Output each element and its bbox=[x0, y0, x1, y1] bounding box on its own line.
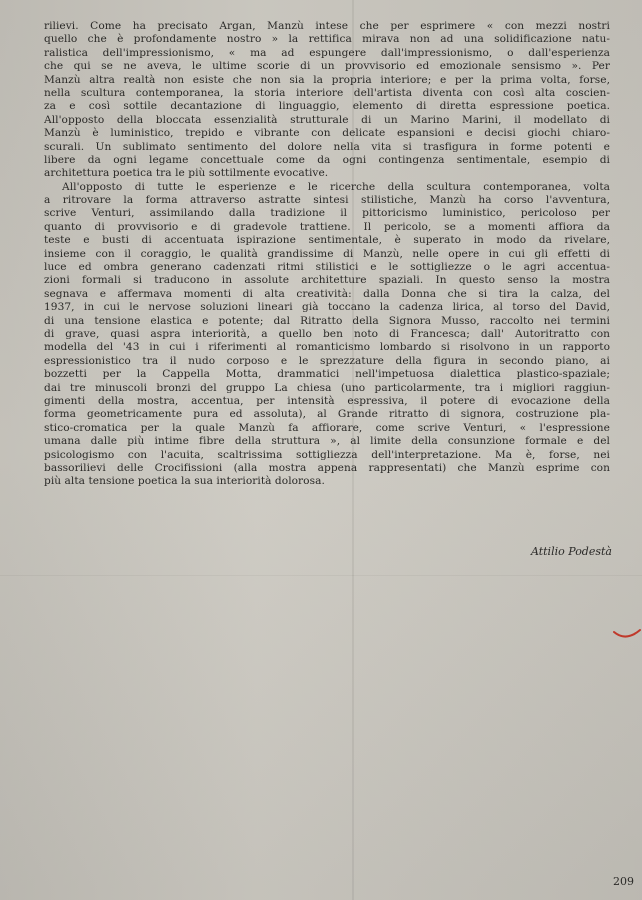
text-line: 1937, in cui le nervose soluzioni lineari già toccano la cadenza lirica, al torso del David, bbox=[44, 301, 610, 314]
text-line: nella scultura contemporanea, la storia interiore dell'artista diventa con così alta coscien- bbox=[44, 86, 610, 99]
text-line: modella del '43 in cui i riferimenti al romanticismo lombardo si risolvono in un rapporto bbox=[44, 341, 610, 354]
text-line: espressionistico tra il nudo corposo e le sprezzature della figura in secondo piano, ai bbox=[44, 354, 610, 367]
author-signature: Attilio Podestà bbox=[530, 545, 612, 558]
text-line: za e così sottile decantazione di linguaggio, elemento di diretta espressione poetica. bbox=[44, 100, 610, 113]
text-line: zioni formali si traducono in assolute architetture spaziali. In questo senso la mostra bbox=[44, 274, 610, 287]
text-line: umana dalle più intime fibre della struttura », al limite della consunzione formale e del bbox=[44, 435, 610, 448]
text-line: di grave, quasi aspra interiorità, a quello ben noto di Francesca; dall' Autoritratto con bbox=[44, 327, 610, 340]
text-line: scurali. Un sublimato sentimento del dolore nella vita si trasfigura in forme potenti e bbox=[44, 140, 610, 153]
text-line: rilievi. Come ha precisato Argan, Manzù intese che per esprimere « con mezzi nostri bbox=[44, 20, 610, 32]
text-line: insieme con il coraggio, le qualità grandissime di Manzù, nelle opere in cui gli effetti di bbox=[44, 247, 610, 260]
text-line: architettura poetica tra le più sottilmente evocative. bbox=[44, 167, 329, 180]
text-line: scrive Venturi, assimilando dalla tradizione il pittoricismo luministico, pericoloso per bbox=[44, 207, 610, 220]
text-line: bassorilievi delle Crocifissioni (alla mostra appena rappresentati) che Manzù esprime con bbox=[44, 461, 610, 474]
text-line: a ritrovare la forma attraverso astratte sintesi stilistiche, Manzù ha corso l'avventura, bbox=[44, 194, 610, 207]
text-line: All'opposto della bloccata essenzialità strutturale di un Marino Marini, il modellato di bbox=[44, 113, 610, 126]
text-line: di una tensione elastica e potente; dal Ritratto della Signora Musso, raccolto nei termini bbox=[44, 314, 610, 327]
article-body bbox=[44, 20, 610, 489]
text-line: ralistica dell'impressionismo, « ma ad espungere dall'impressionismo, o dall'esperienza bbox=[44, 46, 610, 59]
text-line: luce ed ombra generano cadenzati ritmi stilistici e le sottigliezze o le agri accentua- bbox=[44, 261, 610, 274]
page-number: 209 bbox=[613, 875, 634, 888]
horizontal-fold-crease bbox=[0, 575, 642, 576]
paragraph-argan-quote bbox=[44, 20, 610, 181]
text-line: libere da ogni legame concettuale come da ogni contingenza sentimentale, esempio di bbox=[44, 153, 610, 166]
text-line: stico-cromatica per la quale Manzù fa affiorare, come scrive Venturi, « l'espressione bbox=[44, 421, 610, 434]
text-line: teste e busti di accentuata ispirazione sentimentale, è superato in modo da rivelare, bbox=[44, 234, 610, 247]
text-line: forma geometricamente pura ed assoluta), al Grande ritratto di signora, costruzione pla- bbox=[44, 408, 610, 421]
text-line: che qui se ne aveva, le ultime scorie di un provvisorio ed emozionale sensismo ». Per bbox=[44, 60, 610, 73]
text-line: dai tre minuscoli bronzi del gruppo La chiesa (uno particolarmente, tra i migliori raggiun- bbox=[44, 381, 610, 394]
text-line: All'opposto di tutte le esperienze e le ricerche della scultura contemporanea, volta bbox=[62, 180, 610, 193]
text-line: più alta tensione poetica la sua interiorità dolorosa. bbox=[44, 475, 325, 488]
text-line: psicologismo con l'acuita, scaltrissima sottigliezza dell'interpretazione. Ma è, forse, nei bbox=[44, 448, 610, 461]
paragraph-venturi-exhibition bbox=[44, 181, 610, 489]
text-line: Manzù è luministico, trepido e vibrante con delicate espansioni e decisi giochi chiaro- bbox=[44, 127, 610, 140]
text-line: segnava e affermava momenti di alta creatività: dalla Donna che si tira la calza, del bbox=[44, 287, 610, 300]
text-line: quanto di provvisorio e di gradevole trattiene. Il pericolo, se a momenti affiora da bbox=[44, 220, 610, 233]
text-line: quello che è profondamente nostro » la rettifica mirava non ad una solidificazione natu- bbox=[44, 33, 610, 46]
text-line: bozzetti per la Cappella Motta, drammatici nell'impetuosa dialettica plastico-spaziale; bbox=[44, 368, 610, 381]
red-pencil-mark-icon bbox=[612, 612, 642, 642]
text-line: gimenti della mostra, accentua, per intensità espressiva, il potere di evocazione della bbox=[44, 394, 610, 407]
text-line: Manzù altra realtà non esiste che non sia la propria interiore; e per la prima volta, forse, bbox=[44, 73, 610, 86]
